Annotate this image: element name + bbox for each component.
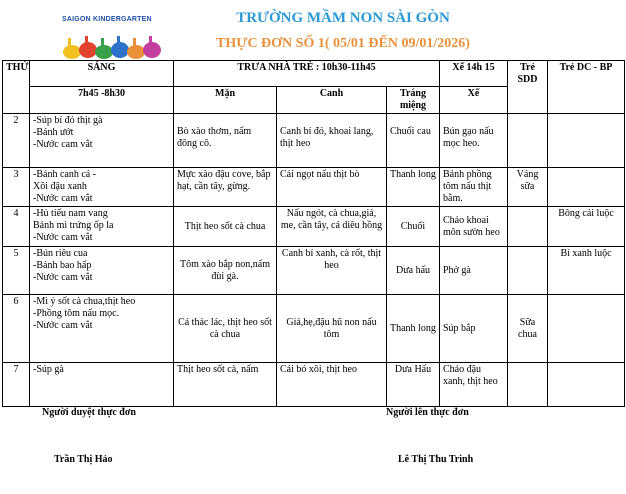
subheader-xe: Xế: [440, 87, 508, 114]
table-row: [3, 207, 625, 247]
row-sang: -Bún riêu cua -Bánh bao hấp -Nước cam vắt: [30, 247, 174, 295]
row-thu: 4: [3, 207, 30, 247]
row-man: Bò xào thơm, nấm đông cô.: [174, 114, 277, 168]
row-sang: -Súp bí đỏ thịt gà -Bánh ướt -Nước cam vắt: [30, 114, 174, 168]
row-xe: Súp bắp: [440, 295, 508, 363]
table-row: [3, 168, 625, 207]
creator-name: Lê Thị Thu Trinh: [398, 454, 474, 465]
row-canh: Nấu ngót, cà chua,giá, me, cần tây, cá diêu hồng: [277, 207, 387, 247]
row-man: Thịt heo sốt cà, nấm: [174, 363, 277, 407]
table-row: [3, 114, 625, 168]
row-dc: [548, 168, 625, 207]
creator-title: Người lên thực đơn: [386, 407, 469, 418]
row-thu: 6: [3, 295, 30, 363]
row-trang-mieng: Thanh long: [387, 168, 440, 207]
row-xe: Phở gà: [440, 247, 508, 295]
row-xe: Bún gạo nấu mọc heo.: [440, 114, 508, 168]
header-trua: TRƯA NHÀ TRẺ : 10h30-11h45: [174, 61, 440, 87]
header-tre-dc: Trẻ DC - BP: [548, 61, 625, 114]
row-thu: 7: [3, 363, 30, 407]
logo-text: SAIGON KINDERGARTEN: [62, 16, 152, 23]
row-man: Cá thác lác, thịt heo sốt cà chua: [174, 295, 277, 363]
row-sang: -Mì ý sốt cà chua,thịt heo -Phồng tôm nấu mọc. -Nước cam vắt: [30, 295, 174, 363]
header-tre-sdd: Trẻ SDD: [508, 61, 548, 114]
row-xe: Bánh phồng tôm nấu thịt bằm.: [440, 168, 508, 207]
header-sang: SÁNG: [30, 61, 174, 87]
row-canh: Canh bí đỏ, khoai lang, thịt heo: [277, 114, 387, 168]
row-canh: Cải bó xôi, thịt heo: [277, 363, 387, 407]
row-trang-mieng: Chuối: [387, 207, 440, 247]
menu-table: [2, 60, 625, 407]
row-trang-mieng: Dưa hấu: [387, 247, 440, 295]
row-dc: [548, 363, 625, 407]
row-sang: -Súp gà: [30, 363, 174, 407]
row-canh: Cải ngọt nấu thịt bò: [277, 168, 387, 207]
row-sang: -Bánh canh cá - Xôi đậu xanh -Nước cam vắt: [30, 168, 174, 207]
approver-name: Trần Thị Hảo: [54, 454, 113, 465]
row-sang: -Hủ tiếu nam vang Bánh mì trứng ốp la -Nước cam vắt: [30, 207, 174, 247]
row-thu: 5: [3, 247, 30, 295]
row-thu: 2: [3, 114, 30, 168]
row-xe: Cháo đậu xanh, thịt heo: [440, 363, 508, 407]
row-dc: Bí xanh luộc: [548, 247, 625, 295]
row-sdd: Sữa chua: [508, 295, 548, 363]
row-trang-mieng: Chuối cau: [387, 114, 440, 168]
row-dc: Bông cải luộc: [548, 207, 625, 247]
menu-title: THỰC ĐƠN SỐ 1( 05/01 ĐẾN 09/01/2026): [216, 36, 470, 51]
row-dc: [548, 295, 625, 363]
row-sdd: Váng sữa: [508, 168, 548, 207]
row-dc: [548, 114, 625, 168]
table-row: [3, 363, 625, 407]
header-xe: Xế 14h 15: [440, 61, 508, 87]
row-man: Thịt heo sốt cà chua: [174, 207, 277, 247]
subheader-time: 7h45 -8h30: [30, 87, 174, 114]
row-trang-mieng: Thanh long: [387, 295, 440, 363]
table-row: [3, 295, 625, 363]
school-name: TRƯỜNG MẦM NON SÀI GÒN: [236, 10, 450, 26]
table-row: [3, 247, 625, 295]
header-row: [3, 61, 625, 87]
row-trang-mieng: Dưa Hấu: [387, 363, 440, 407]
row-sdd: [508, 247, 548, 295]
row-canh: Canh bí xanh, cà rốt, thịt heo: [277, 247, 387, 295]
row-xe: Cháo khoai môn sườn heo: [440, 207, 508, 247]
row-sdd: [508, 207, 548, 247]
subheader-man: Mặn: [174, 87, 277, 114]
subheader-canh: Canh: [277, 87, 387, 114]
header-thu: THỨ: [3, 61, 30, 114]
row-man: Tôm xào bắp non,nấm đùi gà.: [174, 247, 277, 295]
row-sdd: [508, 363, 548, 407]
approver-title: Người duyệt thực đơn: [42, 407, 136, 418]
row-canh: Giá,hẹ,đậu hũ non nấu tôm: [277, 295, 387, 363]
row-sdd: [508, 114, 548, 168]
subheader-trang-mieng: Tráng miệng: [387, 87, 440, 114]
row-thu: 3: [3, 168, 30, 207]
row-man: Mực xào đậu cove, bắp hạt, cần tây, gừng.: [174, 168, 277, 207]
